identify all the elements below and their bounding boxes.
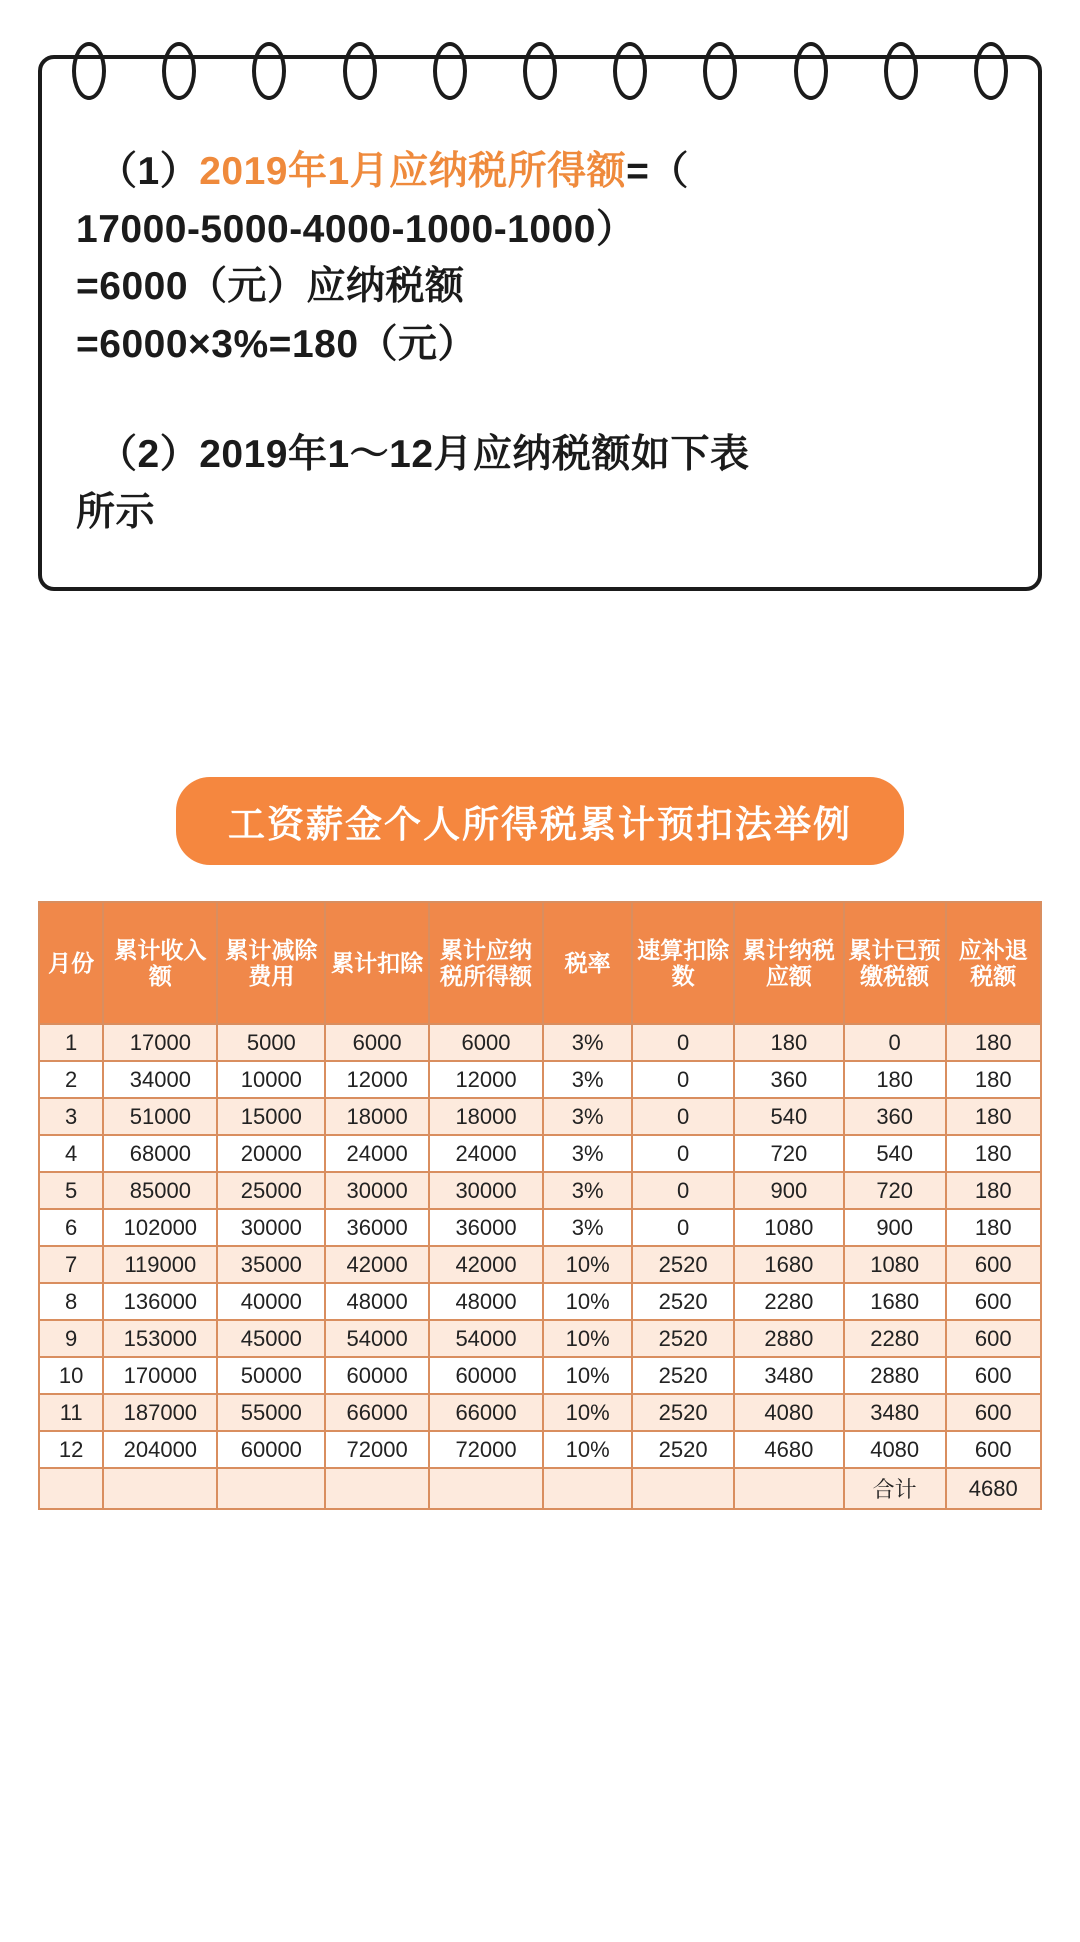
table-cell: 10% [543,1431,632,1468]
table-cell: 0 [632,1024,734,1061]
table-cell: 30000 [429,1172,543,1209]
table-cell: 2280 [844,1320,946,1357]
notebook-card [38,55,1042,591]
tax-table [38,901,1042,1510]
calc-line-5: （2）2019年1～12月应纳税额如下表 [98,432,750,476]
table-cell: 18000 [429,1098,543,1135]
table-cell-empty [734,1468,844,1509]
table-cell: 3% [543,1098,632,1135]
table-cell: 40000 [217,1283,325,1320]
table-cell: 2520 [632,1246,734,1283]
table-row [39,1320,1041,1357]
table-cell: 2520 [632,1320,734,1357]
table-cell: 12000 [325,1061,429,1098]
table-head [39,902,1041,1024]
table-cell: 6000 [429,1024,543,1061]
table-cell: 180 [946,1061,1042,1098]
table-row [39,1098,1041,1135]
table-row [39,1431,1041,1468]
section-title-wrap [0,777,1080,865]
table-cell: 7 [39,1246,103,1283]
table-cell: 3 [39,1098,103,1135]
table-cell: 48000 [429,1283,543,1320]
table-cell: 204000 [103,1431,217,1468]
table-cell: 4080 [734,1394,844,1431]
table-cell: 54000 [429,1320,543,1357]
table-cell: 5 [39,1172,103,1209]
total-label: 合计 [844,1468,946,1509]
table-row [39,1061,1041,1098]
table-cell: 54000 [325,1320,429,1357]
table-cell: 4680 [734,1431,844,1468]
table-cell: 36000 [325,1209,429,1246]
table-header-row [39,902,1041,1024]
column-header-month: 月份 [39,902,103,1024]
table-cell: 72000 [325,1431,429,1468]
table-cell: 30000 [217,1209,325,1246]
table-cell-empty [103,1468,217,1509]
table-cell-empty [429,1468,543,1509]
table-cell: 102000 [103,1209,217,1246]
table-cell: 17000 [103,1024,217,1061]
table-cell: 60000 [429,1357,543,1394]
table-cell: 10000 [217,1061,325,1098]
table-cell: 66000 [429,1394,543,1431]
table-cell: 5000 [217,1024,325,1061]
table-cell: 3% [543,1024,632,1061]
table-row [39,1394,1041,1431]
table-cell: 10% [543,1320,632,1357]
table-row [39,1024,1041,1061]
table-cell: 4 [39,1135,103,1172]
table-cell: 0 [632,1209,734,1246]
table-cell: 720 [734,1135,844,1172]
table-cell: 2880 [734,1320,844,1357]
table-cell: 18000 [325,1098,429,1135]
column-header-cumulative-tax-payable: 累计纳税应额 [734,902,844,1024]
table-cell: 36000 [429,1209,543,1246]
table-cell: 360 [734,1061,844,1098]
column-header-cumulative-deduction: 累计扣除 [325,902,429,1024]
table-cell: 3480 [734,1357,844,1394]
calc-line-1 [76,143,1004,201]
table-cell: 0 [632,1061,734,1098]
table-cell: 3% [543,1172,632,1209]
table-cell: 55000 [217,1394,325,1431]
calc-line-1-highlight: 2019年1月应纳税所得额 [199,150,627,193]
table-row [39,1283,1041,1320]
table-cell: 180 [946,1209,1042,1246]
table-cell: 360 [844,1098,946,1135]
table-cell: 11 [39,1394,103,1431]
table-cell: 180 [946,1135,1042,1172]
table-cell: 2520 [632,1283,734,1320]
column-header-quick-deduction: 速算扣除数 [632,902,734,1024]
table-cell: 35000 [217,1246,325,1283]
table-cell: 0 [844,1024,946,1061]
table-cell: 68000 [103,1135,217,1172]
table-cell: 180 [946,1172,1042,1209]
table-cell: 12000 [429,1061,543,1098]
table-cell: 1680 [734,1246,844,1283]
table-cell: 6000 [325,1024,429,1061]
column-header-cumulative-prepaid-tax: 累计已预缴税额 [844,902,946,1024]
table-cell: 24000 [325,1135,429,1172]
table-cell: 10% [543,1394,632,1431]
table-cell: 600 [946,1283,1042,1320]
total-value: 4680 [946,1468,1042,1509]
calc-line-1-prefix: （1） [98,150,200,193]
table-cell: 0 [632,1172,734,1209]
table-cell: 50000 [217,1357,325,1394]
notebook-body [38,55,1042,591]
table-cell: 180 [844,1061,946,1098]
table-cell-empty [632,1468,734,1509]
table-cell: 900 [844,1209,946,1246]
table-cell: 60000 [217,1431,325,1468]
section-title: 工资薪金个人所得税累计预扣法举例 [176,777,904,865]
table-cell: 42000 [325,1246,429,1283]
table-cell: 180 [734,1024,844,1061]
table-cell: 540 [844,1135,946,1172]
table-cell-empty [217,1468,325,1509]
table-cell: 1 [39,1024,103,1061]
table-cell: 2520 [632,1431,734,1468]
table-cell: 600 [946,1431,1042,1468]
table-cell: 42000 [429,1246,543,1283]
table-cell: 720 [844,1172,946,1209]
column-header-tax-refund-due: 应补退税额 [946,902,1042,1024]
table-cell: 15000 [217,1098,325,1135]
table-row [39,1209,1041,1246]
table-cell: 10% [543,1283,632,1320]
table-cell: 60000 [325,1357,429,1394]
table-cell: 30000 [325,1172,429,1209]
table-cell: 3% [543,1061,632,1098]
table-cell: 600 [946,1394,1042,1431]
table-cell: 119000 [103,1246,217,1283]
calc-line-1-suffix: =（ [626,150,689,193]
table-cell: 45000 [217,1320,325,1357]
table-cell: 900 [734,1172,844,1209]
table-row [39,1246,1041,1283]
table-cell: 24000 [429,1135,543,1172]
table-cell: 48000 [325,1283,429,1320]
table-cell: 1080 [734,1209,844,1246]
table-cell: 10 [39,1357,103,1394]
paragraph-spacer [76,374,1004,426]
table-cell: 9 [39,1320,103,1357]
table-cell: 540 [734,1098,844,1135]
table-cell: 6 [39,1209,103,1246]
table-cell: 3% [543,1209,632,1246]
table-cell: 1080 [844,1246,946,1283]
table-row [39,1172,1041,1209]
column-header-cumulative-deduction-expense: 累计减除费用 [217,902,325,1024]
table-cell: 3% [543,1135,632,1172]
table-cell: 20000 [217,1135,325,1172]
table-cell: 180 [946,1024,1042,1061]
calc-line-3: =6000（元）应纳税额 [76,265,465,309]
column-header-cumulative-income: 累计收入额 [103,902,217,1024]
table-cell: 0 [632,1135,734,1172]
table-cell: 12 [39,1431,103,1468]
table-cell: 51000 [103,1098,217,1135]
table-cell: 2520 [632,1357,734,1394]
table-cell: 2880 [844,1357,946,1394]
table-row [39,1135,1041,1172]
table-body [39,1024,1041,1509]
table-cell: 600 [946,1246,1042,1283]
table-cell-empty [325,1468,429,1509]
table-row [39,1357,1041,1394]
table-cell: 170000 [103,1357,217,1394]
table-cell: 3480 [844,1394,946,1431]
table-cell: 72000 [429,1431,543,1468]
table-total-row [39,1468,1041,1509]
tax-table-wrap [38,901,1042,1510]
column-header-tax-rate: 税率 [543,902,632,1024]
table-cell: 187000 [103,1394,217,1431]
table-cell: 136000 [103,1283,217,1320]
table-cell: 600 [946,1320,1042,1357]
table-cell-empty [39,1468,103,1509]
table-cell: 2 [39,1061,103,1098]
table-cell: 4080 [844,1431,946,1468]
column-header-cumulative-taxable-income: 累计应纳税所得额 [429,902,543,1024]
calc-line-6: 所示 [76,490,156,534]
table-cell: 0 [632,1098,734,1135]
table-cell: 153000 [103,1320,217,1357]
table-cell: 2280 [734,1283,844,1320]
calc-line-4: =6000×3%=180（元） [76,323,478,367]
table-cell: 600 [946,1357,1042,1394]
table-cell: 25000 [217,1172,325,1209]
table-cell: 2520 [632,1394,734,1431]
table-cell: 10% [543,1357,632,1394]
table-cell-empty [543,1468,632,1509]
table-cell: 34000 [103,1061,217,1098]
table-cell: 66000 [325,1394,429,1431]
table-cell: 8 [39,1283,103,1320]
calc-line-2: 17000-5000-4000-1000-1000） [76,207,636,251]
table-cell: 180 [946,1098,1042,1135]
table-cell: 1680 [844,1283,946,1320]
table-cell: 85000 [103,1172,217,1209]
table-cell: 10% [543,1246,632,1283]
